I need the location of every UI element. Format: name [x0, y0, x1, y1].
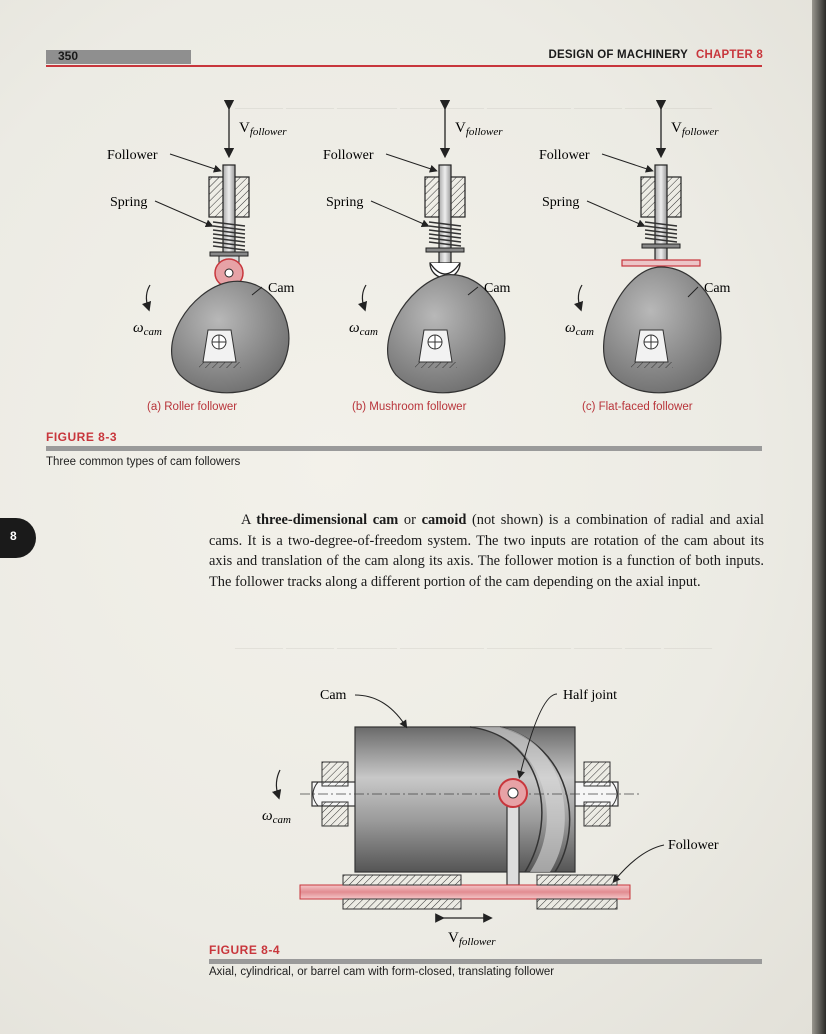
figure-8-3-label: FIGURE 8-3	[46, 430, 118, 444]
follower-pin	[507, 795, 519, 885]
follower-rail	[300, 885, 630, 899]
follower-label: Follower	[668, 838, 719, 853]
chapter-label: CHAPTER 8	[696, 49, 763, 61]
term-camoid: camoid	[421, 512, 467, 528]
caption-flat-faced: (c) Flat-faced follower	[582, 401, 693, 413]
velocity-label: $V_{follower}$	[239, 120, 287, 138]
panel-flat-faced-follower	[539, 105, 731, 393]
cam-label: Cam	[320, 688, 347, 703]
follower-label: Follower	[539, 148, 590, 163]
omega-label: $\omega_{cam}$	[565, 320, 594, 338]
header-rule	[46, 65, 762, 67]
half-joint-label: Half joint	[563, 688, 618, 703]
term-three-dimensional-cam: three-dimensional cam	[256, 512, 399, 528]
figure-8-3-caption: Three common types of cam followers	[46, 456, 241, 468]
velocity-label: $V_{follower}$	[455, 120, 503, 138]
panel-mushroom-follower	[323, 105, 511, 393]
panel-roller-follower	[107, 105, 295, 393]
omega-label: $\omega_{cam}$	[349, 320, 378, 338]
bleed-through: ———— ———— ————— ——————— ——————— ———— ——— ————	[235, 100, 712, 114]
follower-label: Follower	[107, 148, 158, 163]
book-title: DESIGN OF MACHINERY	[548, 49, 689, 61]
body-paragraph: A three-dimensional cam or camoid (not shown) is a combination of radial and axial cams. It is a two-degree-of-freedom system. The two inputs are rotation of the cam about its axis and translation of the cam along its axis. The follower motion is a function of both inputs. The follower tracks along a different portion of the cam depending on the axial input.	[209, 512, 764, 590]
caption-mushroom: (b) Mushroom follower	[352, 401, 467, 413]
running-header	[480, 49, 763, 61]
cam-label: Cam	[268, 281, 295, 296]
spring-label: Spring	[110, 195, 148, 210]
follower-label: Follower	[323, 148, 374, 163]
page-number: 350	[58, 49, 79, 63]
figure-8-4-rule	[209, 959, 762, 964]
velocity-label: $V_{follower}$	[448, 930, 496, 948]
velocity-label: $V_{follower}$	[671, 120, 719, 138]
cam-label: Cam	[484, 281, 511, 296]
omega-label: $\omega_{cam}$	[133, 320, 162, 338]
spring-label: Spring	[326, 195, 364, 210]
figure-8-4-drawing	[0, 675, 826, 975]
cam-label: Cam	[704, 281, 731, 296]
spring-label: Spring	[542, 195, 580, 210]
flat-face	[622, 260, 700, 266]
bleed-through: ———— ———— ————— ——————— ——————— ———— ——— ————	[235, 640, 712, 654]
chapter-tab: 8	[0, 518, 36, 558]
caption-roller: (a) Roller follower	[147, 401, 238, 413]
figure-8-4-label: FIGURE 8-4	[209, 943, 281, 957]
figure-8-3-rule	[46, 446, 762, 451]
figure-8-4-caption: Axial, cylindrical, or barrel cam with form-closed, translating follower	[209, 966, 555, 978]
omega-label: $\omega_{cam}$	[262, 808, 291, 826]
figure-8-3-drawing	[0, 85, 826, 505]
